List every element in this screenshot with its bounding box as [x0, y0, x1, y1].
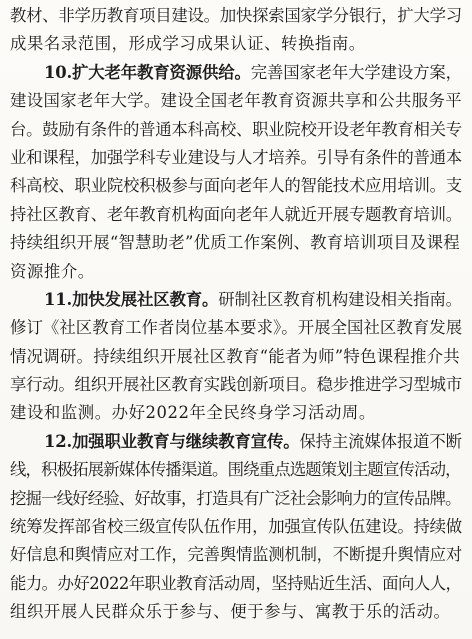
text-line: 好信息和舆情应对工作，完善舆情监测机制，不断提升舆情应对	[10, 545, 462, 565]
text-line: 享行动。组织开展社区教育实践创新项目。稳步推进学习型城市	[10, 375, 462, 395]
text-line: 建设和监测。办好2022年全民终身学习活动周。	[10, 403, 376, 423]
text-line: 资源推介。	[10, 261, 95, 281]
text-span: 研制社区教育机构建设相关指南。	[218, 289, 462, 309]
text-line: 修订《社区教育工作者岗位基本要求》。开展全国社区教育发展	[10, 318, 462, 338]
section-heading-line	[10, 286, 462, 314]
section-heading-line	[10, 59, 462, 87]
section-heading-line	[10, 428, 462, 456]
text-line: 业和课程，加强学科专业建设与人才培养。引导有条件的普通本	[10, 147, 462, 167]
text-line: 持续组织开展“智慧助老”优质工作案例、教育培训项目及课程	[10, 233, 460, 253]
text-line: 线，积极拓展新媒体传播渠道。围绕重点选题策划主题宣传活动，	[10, 460, 461, 480]
text-line: 情况调研。持续组织开展社区教育“能者为师”特色课程推介共	[10, 346, 460, 366]
section-heading: 12.加强职业教育与继续教育宣传。	[44, 431, 300, 451]
text-span: 完善国家老年大学建设方案，	[250, 62, 462, 82]
text-line: 组织开展人民群众乐于参与、便于参与、寓教于乐的活动。	[10, 602, 451, 622]
text-line: 建设国家老年大学。建设全国老年教育资源共享和公共服务平	[10, 91, 462, 111]
text-line: 教材、非学历教育项目建设。加快探索国家学分银行，扩大学习	[10, 6, 462, 25]
text-line: 挖掘一线好经验、好故事，打造具有广泛社会影响力的宣传品牌。	[10, 488, 461, 508]
text-line: 统筹发挥部省校三级宣传队伍作用，加强宣传队伍建设。持续做	[10, 517, 462, 537]
section-heading: 10.扩大老年教育资源供给。	[44, 62, 251, 82]
text-line: 成果名录范围，形成学习成果认证、转换指南。	[10, 34, 366, 54]
text-line: 持社区教育、老年教育机构面向老年人就近开展专题教育培训。	[10, 204, 462, 224]
section-heading: 11.加快发展社区教育。	[44, 289, 219, 309]
text-span: 保持主流媒体报道不断	[299, 431, 462, 451]
text-line: 台。鼓励有条件的普通本科高校、职业院校开设老年教育相关专	[10, 119, 462, 139]
text-line: 能力。办好2022年职业教育活动周，坚持贴近生活、面向人人，	[10, 573, 462, 593]
text-line: 科高校、职业院校积极参与面向老年人的智能技术应用培训。支	[10, 176, 462, 196]
